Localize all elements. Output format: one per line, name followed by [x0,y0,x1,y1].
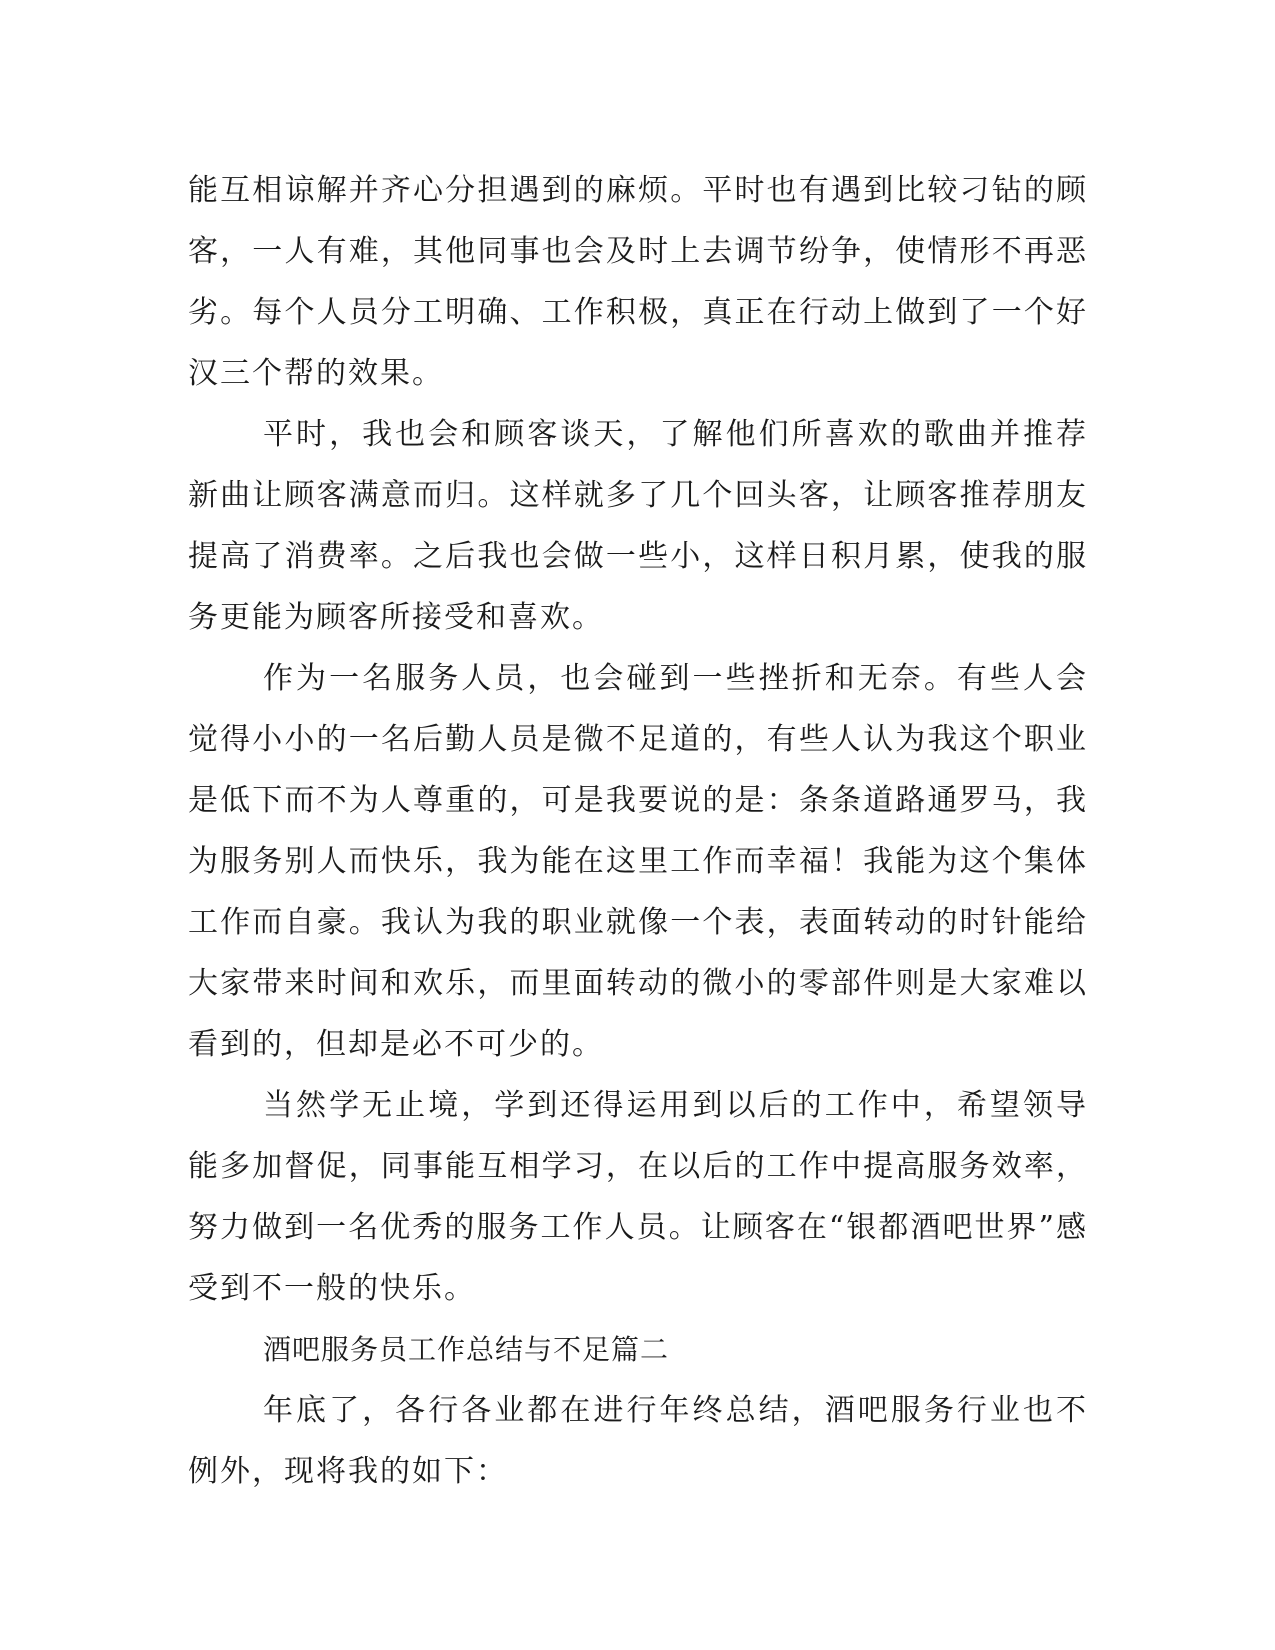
paragraph-customer-chat: 平时，我也会和顾客谈天，了解他们所喜欢的歌曲并推荐新曲让顾客满意而归。这样就多了几个回头客，让顾客推荐朋友提高了消费率。之后我也会做一些小，这样日积月累，使我的服务更能为顾客所接受和喜欢。 [188,417,1088,635]
document-body [188,160,1088,1502]
paragraph-career-pride: 作为一名服务人员，也会碰到一些挫折和无奈。有些人会觉得小小的一名后勤人员是微不足道的，有些人认为我这个职业是低下而不为人尊重的，可是我要说的是：条条道路通罗马，我为服务别人而快乐，我为能在这里工作而幸福！我能为这个集体工作而自豪。我认为我的职业就像一个表，表面转动的时针能给大家带来时间和欢乐，而里面转动的微小的零部件则是大家难以看到的，但却是必不可少的。 [188,661,1088,1062]
paragraph-continuous-learning: 当然学无止境，学到还得运用到以后的工作中，希望领导能多加督促，同事能互相学习，在以后的工作中提高服务效率，努力做到一名优秀的服务工作人员。让顾客在“银都酒吧世界”感受到不一般的快乐。 [188,1088,1088,1306]
section-heading: 酒吧服务员工作总结与不足篇二 [263,1333,670,1366]
paragraph-teamwork: 能互相谅解并齐心分担遇到的麻烦。平时也有遇到比较刁钻的顾客，一人有难，其他同事也会及时上去调节纷争，使情形不再恶劣。每个人员分工明确、工作积极，真正在行动上做到了一个好汉三个帮的效果。 [188,173,1088,391]
paragraph-year-end-summary: 年底了，各行各业都在进行年终总结，酒吧服务行业也不例外，现将我的如下： [188,1393,1088,1489]
